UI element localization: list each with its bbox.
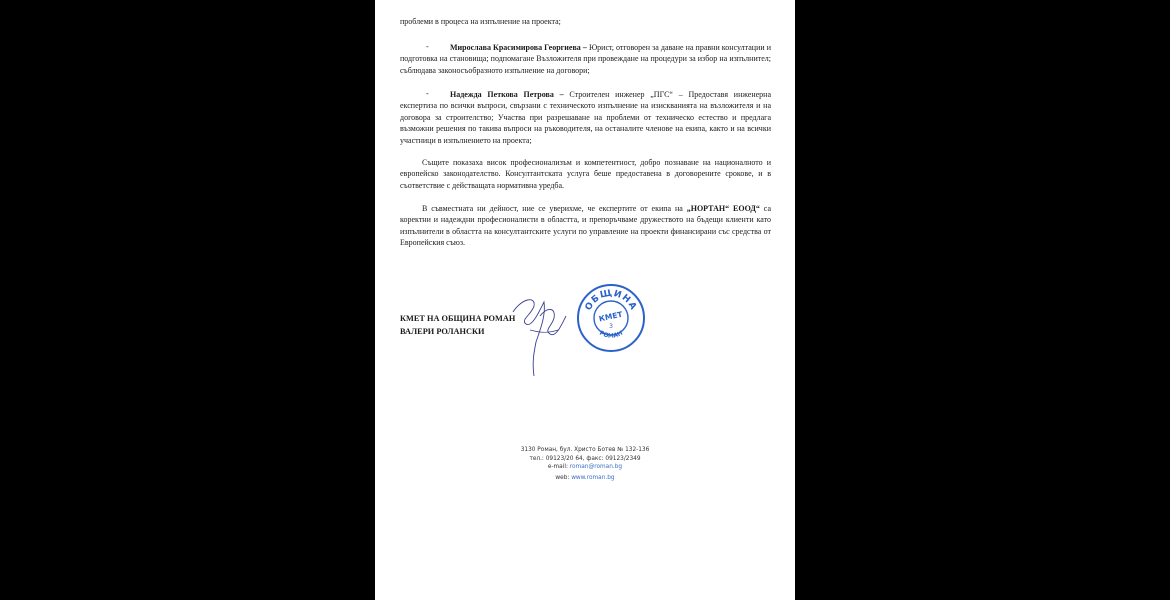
letter-page <box>375 0 795 600</box>
stamp-center-text: КМЕТ <box>598 309 624 324</box>
company-name: „НОРТАН“ ЕООД“ <box>686 204 760 213</box>
signatory-title: КМЕТ НА ОБЩИНА РОМАН <box>400 314 516 323</box>
handwritten-signature <box>510 290 570 380</box>
stamp-bottom-text: РОМАН <box>598 329 624 340</box>
footer-phones: тел.: 09123/20 64, факс: 09123/2349 <box>529 455 641 462</box>
reco-text-end: са коректни и надеждни професионалисти в областта, и препоръчваме дружеството на бъдещи клиенти като изпълнители в областта на консултантските услуги по управление на проекти финансирани със средства от Европейския съюз. <box>400 204 772 248</box>
svg-text:РОМАН <box>598 330 624 340</box>
official-stamp <box>576 283 646 353</box>
team-member-petrova <box>400 89 771 146</box>
paragraph-recommendation <box>400 203 771 249</box>
stamp-number: 3 <box>609 323 613 330</box>
web-link[interactable]: www.roman.bg <box>571 475 615 482</box>
paragraph-continuation: проблеми в процеса на изпълнение на проекта; <box>400 17 561 26</box>
footer-web-line: web: www.roman.bg <box>555 475 615 482</box>
letterhead-footer <box>375 446 795 483</box>
member-description: Юрист, отговорен за даване на правни консултации и подготовка на становища; подпомагане Възложителя при провеждане на процедури за избор на изпълнител; съблюдава законосъобразното изпълнение на договори; <box>400 43 772 75</box>
member-description: Строителен инженер „ПГС“ – Предоставя инженерна експертиза по всички въпроси, свързани с техническото изпълнение на изискванията на възложителя и на договора за строителство; Участва при разрешаване на проблеми от техническо естество и предлага възможни решения по такива въпроси на ръководителя, на останалите членове на екипа, както и на всички участници в изпълнението на проекта; <box>400 90 771 145</box>
bullet-dash: - <box>426 42 429 51</box>
stamp-top-text: ОБЩИНА <box>583 288 639 313</box>
footer-email-line: e-mail: roman@roman.bg <box>547 464 623 471</box>
reco-text-start: В съвместната ни дейност, ние се уверихме, че експертите от екипа на <box>422 204 687 213</box>
paragraph-competence: Същите показаха висок професионализъм и компетентност, добро познаване на националното и европейско законодателство. Консултантската услуга беше предоставена в договорените срокове, и в съответствие с действащата нормативна уредба. <box>400 158 771 190</box>
signature-block <box>400 312 515 338</box>
member-name: Надежда Петкова Петрова – <box>450 90 564 99</box>
footer-address: 3130 Роман, бул. Христо Ботев № 132-136 <box>520 447 650 453</box>
team-member-georgieva <box>400 42 771 76</box>
member-name: Мирослава Красимирова Георгиева – <box>450 43 587 52</box>
bullet-dash: - <box>426 89 429 98</box>
signatory-name: ВАЛЕРИ РОЛАНСКИ <box>400 327 485 336</box>
email-link[interactable]: roman@roman.bg <box>569 464 623 471</box>
